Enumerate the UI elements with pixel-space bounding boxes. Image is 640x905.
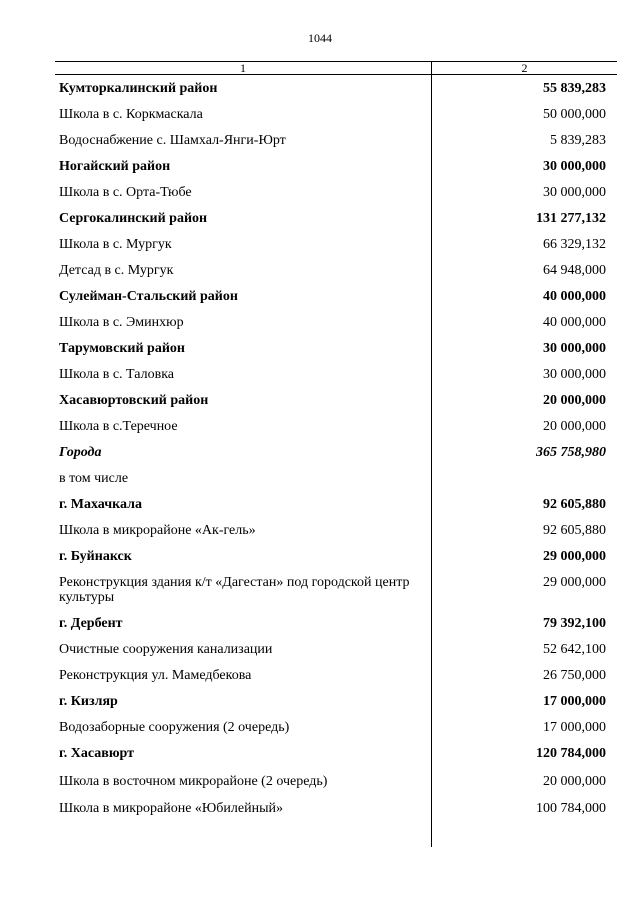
row-value: 365 758,980: [536, 445, 606, 460]
row-value: 20 000,000: [543, 419, 606, 434]
row-name: в том числе: [59, 471, 129, 486]
row-name: Реконструкция ул. Мамедбекова: [59, 668, 252, 683]
row-value: 40 000,000: [543, 315, 606, 330]
row-value: 20 000,000: [543, 774, 606, 789]
row-name: Хасавюртовский район: [59, 393, 209, 408]
row-name: г. Дербент: [59, 616, 123, 631]
row-name: Города: [59, 445, 102, 460]
row-value: 26 750,000: [543, 668, 606, 683]
row-value: 5 839,283: [550, 133, 606, 148]
row-value: 55 839,283: [543, 81, 606, 96]
column-divider: [431, 61, 432, 847]
budget-table: [55, 61, 617, 847]
row-name: Школа в микрорайоне «Ак-гель»: [59, 523, 256, 538]
row-value: 100 784,000: [536, 801, 606, 816]
row-value: 52 642,100: [543, 642, 606, 657]
page-number: 1044: [308, 31, 332, 45]
row-name: Очистные сооружения канализации: [59, 642, 273, 657]
row-name: г. Буйнакск: [59, 549, 132, 564]
header-bottom-rule: [55, 74, 617, 75]
row-name: Школа в с.Теречное: [59, 419, 178, 434]
row-name: г. Хасавюрт: [59, 746, 135, 761]
row-value: 17 000,000: [543, 720, 606, 735]
row-name: Водоснабжение с. Шамхал-Янги-Юрт: [59, 133, 286, 148]
row-name: Школа в с. Эминхюр: [59, 315, 184, 330]
row-value: 17 000,000: [543, 694, 606, 709]
row-name: Кумторкалинский район: [59, 81, 218, 96]
row-value: 30 000,000: [543, 341, 606, 356]
row-name: Школа в микрорайоне «Юбилейный»: [59, 801, 283, 816]
row-value: 30 000,000: [543, 185, 606, 200]
row-value: 66 329,132: [543, 237, 606, 252]
row-name: Школа в с. Орта-Тюбе: [59, 185, 192, 200]
row-value: 92 605,880: [543, 523, 606, 538]
row-value: 20 000,000: [543, 393, 606, 408]
row-value: 131 277,132: [536, 211, 606, 226]
row-value: 120 784,000: [536, 746, 606, 761]
row-value: 29 000,000: [543, 549, 606, 564]
row-name: Школа в с. Таловка: [59, 367, 174, 382]
row-name: г. Кизляр: [59, 694, 118, 709]
row-value: 79 392,100: [543, 616, 606, 631]
row-value: 92 605,880: [543, 497, 606, 512]
row-name: Тарумовский район: [59, 341, 185, 356]
row-name: Сулейман-Стальский район: [59, 289, 238, 304]
row-value: 30 000,000: [543, 367, 606, 382]
row-value: 64 948,000: [543, 263, 606, 278]
row-name: Школа в с. Мургук: [59, 237, 172, 252]
row-value: 29 000,000: [543, 575, 606, 590]
row-name: Ногайский район: [59, 159, 171, 174]
row-name: Школа в с. Коркмаскала: [59, 107, 203, 122]
row-name: Школа в восточном микрорайоне (2 очередь): [59, 774, 328, 789]
column-header-2: 2: [521, 61, 528, 75]
row-name: Реконструкция здания к/т «Дагестан» под городской центр культуры: [59, 575, 410, 605]
row-name: г. Махачкала: [59, 497, 142, 512]
row-value: 50 000,000: [543, 107, 606, 122]
column-header-1: 1: [240, 61, 246, 75]
row-name: Детсад в с. Мургук: [59, 263, 174, 278]
row-name: Сергокалинский район: [59, 211, 208, 226]
row-name: Водозаборные сооружения (2 очередь): [59, 720, 290, 735]
row-value: 30 000,000: [543, 159, 606, 174]
row-value: 40 000,000: [543, 289, 606, 304]
